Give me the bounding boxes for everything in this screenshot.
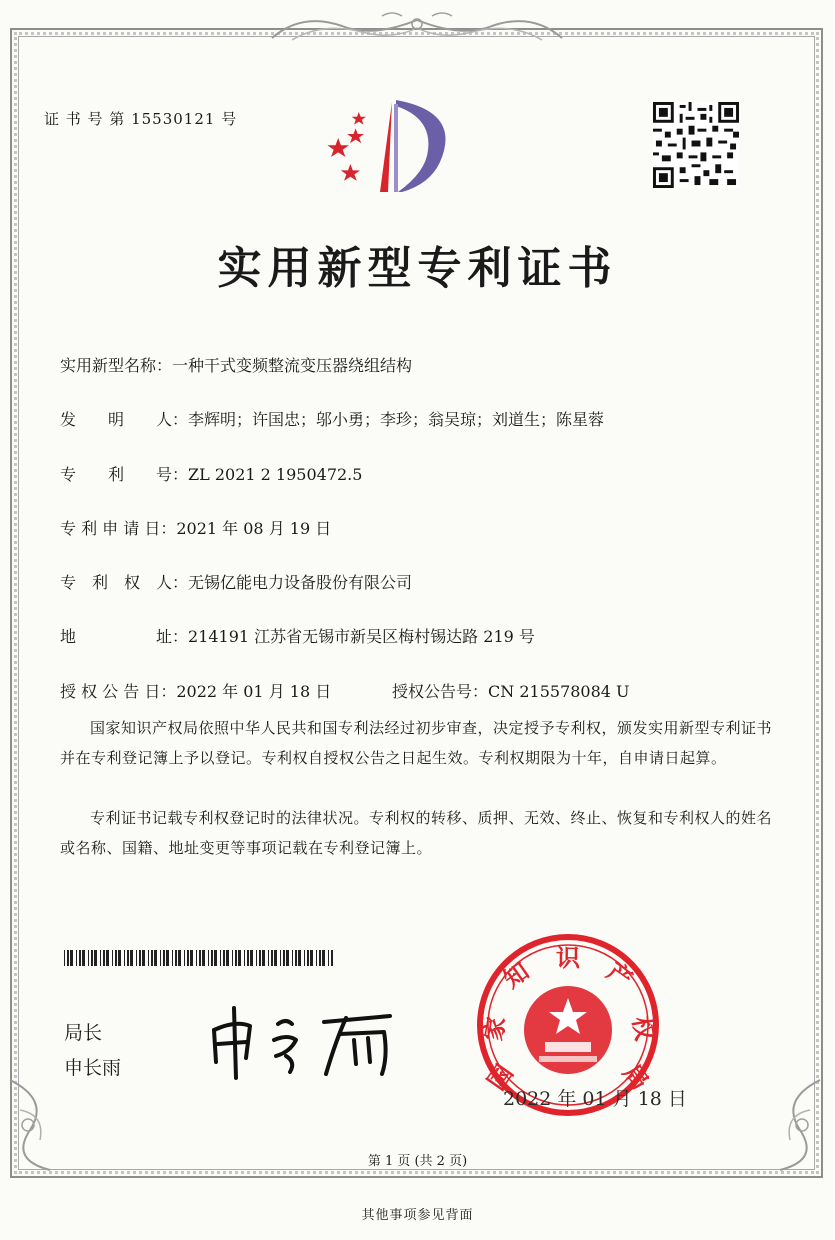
back-note: 其他事项参见背面 <box>361 1208 474 1223</box>
svg-text:产: 产 <box>601 957 638 994</box>
certificate-title: 实用新型专利证书 <box>217 243 618 294</box>
grant-number-value: CN 215578084 U <box>488 682 630 701</box>
patent-office-logo-icon <box>322 92 472 202</box>
patent-holder-value: 无锡亿能电力设备股份有限公司 <box>188 573 413 592</box>
certificate-number: 证 书 号 第 15530121 号 <box>44 110 238 128</box>
patent-holder-row <box>60 570 412 593</box>
svg-text:知: 知 <box>498 957 535 994</box>
utility-model-name-row <box>60 353 412 376</box>
svg-text:识: 识 <box>556 944 580 972</box>
seal-date: 2022 年 01 月 18 日 <box>503 1088 687 1110</box>
filing-date-value: 2021 年 08 月 19 日 <box>176 519 332 538</box>
address-label: 地 址： <box>60 627 189 646</box>
patent-holder-label: 专 利 权 人： <box>60 573 189 592</box>
utility-model-name-label: 实用新型名称： <box>60 356 173 375</box>
svg-text:局: 局 <box>617 1059 654 1096</box>
inventor-value: 李辉明；许国忠；邬小勇；李珍；翁吴琼；刘道生；陈星蓉 <box>188 410 605 429</box>
page-number: 第 1 页 (共 2 页) <box>367 1154 468 1169</box>
grant-date-value: 2022 年 01 月 18 日 <box>176 682 332 701</box>
grant-date-label: 授 权 公 告 日： <box>60 682 177 701</box>
director-signature <box>206 1000 406 1080</box>
address-row <box>60 624 535 647</box>
svg-text:家: 家 <box>479 1014 511 1043</box>
director-name: 申长雨 <box>64 1057 122 1079</box>
frame-inner-border <box>18 36 815 1170</box>
legal-paragraph-1: 国家知识产权局依照中华人民共和国专利法经过初步审查，决定授予专利权，颁发实用新型专利证书并在专利登记簿上予以登记。专利权自授权公告之日起生效。专利权期限为十年，自申请日起算。 <box>60 719 773 767</box>
patent-number-value: ZL 2021 2 1950472.5 <box>188 465 363 484</box>
svg-text:权: 权 <box>627 1014 659 1043</box>
patent-number-label: 专 利 号： <box>60 465 189 484</box>
inventor-row <box>60 407 604 430</box>
qr-code-icon <box>653 102 739 188</box>
address-value: 214191 江苏省无锡市新吴区梅村锡达路 219 号 <box>188 627 535 646</box>
grant-number-label: 授权公告号： <box>392 682 489 701</box>
svg-text:国: 国 <box>482 1059 519 1096</box>
filing-date-label: 专 利 申 请 日： <box>60 519 177 538</box>
legal-paragraph-2: 专利证书记载专利权登记时的法律状况。专利权的转移、质押、无效、终止、恢复和专利权人的姓名或名称、国籍、地址变更等事项记载在专利登记簿上。 <box>60 809 773 857</box>
barcode-icon <box>64 950 334 966</box>
grant-date-row <box>60 679 331 702</box>
utility-model-name-value: 一种干式变频整流变压器绕组结构 <box>172 356 413 375</box>
inventor-label: 发 明 人： <box>60 410 189 429</box>
patent-number-row <box>60 462 362 485</box>
top-ornament <box>262 8 572 48</box>
filing-date-row <box>60 516 331 539</box>
director-title: 局长 <box>64 1022 103 1044</box>
grant-number-row <box>392 679 630 702</box>
